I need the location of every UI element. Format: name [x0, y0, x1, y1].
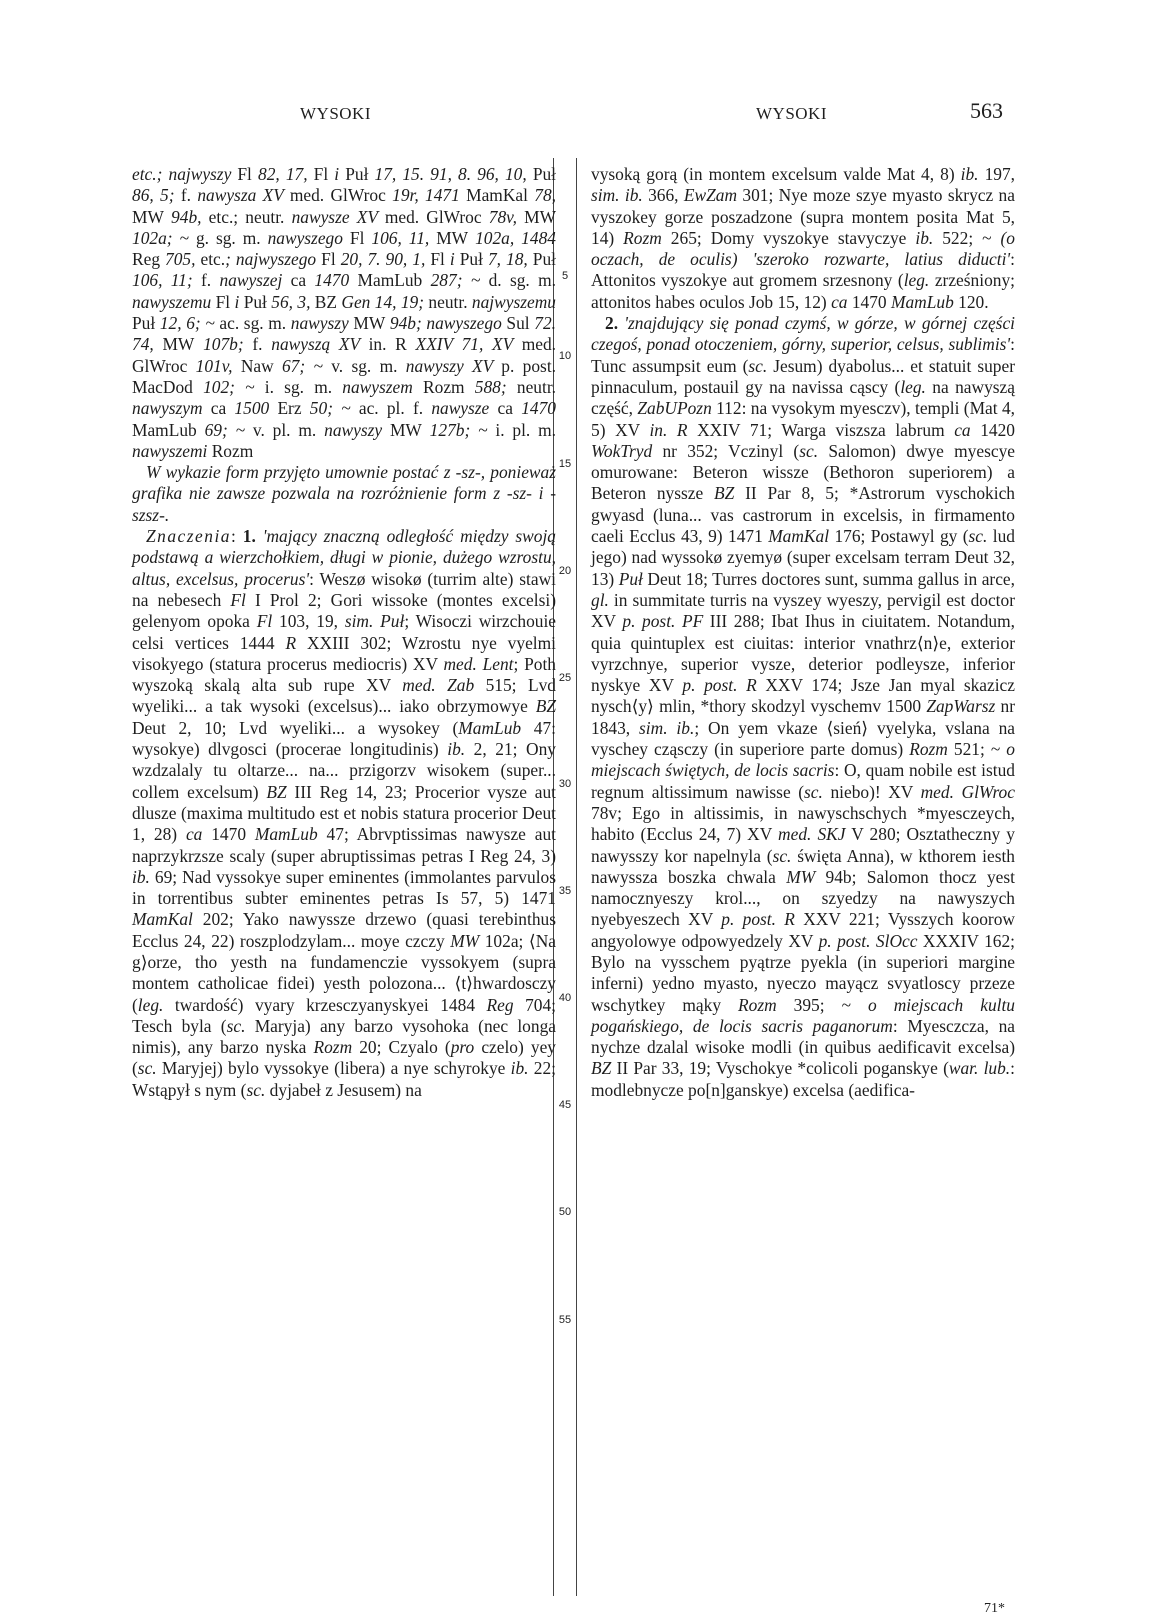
line-number: 30	[558, 778, 572, 790]
line-number: 40	[558, 992, 572, 1004]
line-number: 10	[558, 350, 572, 362]
editorial-note: W wykazie form przyjęto umownie postać z -sz-, ponieważ grafika nie zawsze pozwala na rozróżnienie form z -sz- i -szsz-.	[132, 462, 556, 525]
page-number: 563	[970, 98, 1003, 123]
column-rule-right	[576, 158, 577, 1596]
line-number: 45	[558, 1099, 572, 1111]
line-number: 20	[558, 565, 572, 577]
right-column	[591, 164, 1015, 1101]
line-number: 5	[561, 270, 569, 282]
line-number: 15	[558, 458, 572, 470]
line-number: 50	[558, 1206, 572, 1218]
citations-paragraph: vysoką gorą (in montem excelsum valde Mat 4, 8) ib. 197, sim. ib. 366, EwZam 301; Nye moze szye myasto skrycz na vyszokey gorze poszadzone (supra montem posita Mat 5, 14) Rozm 265; Domy vyszokye stavyczye ib. 522; ~ (o oczach, de oculis) 'szeroko rozwarte, latius diducti': Attonitos vyszokye aut gromem srzesnony (leg. zrześniony; attonitos habes oculos Job 15, 12) ca 1470 MamLub 120.	[591, 164, 1016, 312]
signature-mark: 71*	[984, 1601, 1005, 1616]
running-head-left: WYSOKI	[300, 104, 371, 123]
line-number: 55	[558, 1314, 572, 1326]
meaning-2-paragraph: 2. 'znajdujący się ponad czymś, w górze, w górnej części czegoś, ponad otoczeniem, górny, superior, celsus, sublimis': Tunc assumpsit eum (sc. Jesum) dyabolus... et statuit super pinnaculum, postauil gy na navissa cąscy (leg. na nawyszą część, ZabUPozn 112: na vysokym myesczv), templi (Mat 4, 5) XV in. R XXIV 71; Warga viszsza labrum ca 1420 WokTryd nr 352; Vczinyl (sc. Salomon) dwye myescye omurowane: Beteron wissze (Bethoron superiorem) a Beteron nyssze BZ II Par 8, 5; *Astrorum vyschokich gwyasd (luna... vas castrorum in excelsis, in firmamento caeli Ecclus 43, 9) 1471 MamKal 176; Postawyl gy (sc. lud jego) nad wyssokø zyemyø (super excelsam terram Deut 32, 13) Puł Deut 18; Turres doctores sunt, summa gallus in arce, gl. in summitate turris na vyszey wyeszy, pervigil est doctor XV p. post. PF III 288; Ibat Ihus in ciuitatem. Notandum, quia quintuplex est ciuitas: interior vnathrz⟨n⟩e, exterior vyrzchnye, superior vysze, deterior podleysze, inferior nyskye XV p. post. R XXV 174; Jsze Jan myal skazicz nysch⟨y⟩ mlin, *thory skodzyl vyschemv 1500 ZapWarsz nr 1843, sim. ib.; On yem vkaze ⟨sień⟩ vyelyka, vslana na vyschey cząsczy (in superiore parte domus) Rozm 521; ~ o miejscach świętych, de locis sacris: O, quam nobile est istud regnum altissimum nawisse (sc. niebo)! XV med. GlWroc 78v; Ego in altissimis, in nawyschschych *myesczeych, habito (Ecclus 24, 7) XV med. SKJ V 280; Osztatheczny y nawysszy kor napelnyla (sc. święta Anna), w kthorem iesth nawyssza boszka chwala MW 94b; Salomon thocz yest namocznyeszy krol..., on szyedzy na nawyszych nyebyeszech XV p. post. R XXV 221; Vysszych koorow angyolowye odpowyedzely XV p. post. SlOcc XXXIV 162; Bylo na vysschem pyątrze pyekla (in superiori margine inferni) yedno myasto, nyeczo mayącz svyatloscy przeze wschytkey mąky Rozm 395; ~ o miejscach kultu pogańskiego, de locis sacris paganorum: Myesczcza, na nychze dzalal wisoke modli (in quibus aedificavit excelsa) BZ II Par 33, 19; Vyschokye *colicoli poganskye (war. lub.: modlebnycze po[n]ganskye) excelsa (aedifica-	[591, 313, 1016, 1100]
line-number: 35	[558, 885, 572, 897]
left-column	[132, 164, 556, 1101]
form-list-paragraph: etc.; najwyszy Fl 82, 17, Fl i Puł 17, 15. 91, 8. 96, 10, Puł 86, 5; f. nawysza XV med. GlWroc 19r, 1471 MamKal 78, MW 94b, etc.; neutr. nawysze XV med. GlWroc 78v, MW 102a; ~ g. sg. m. nawyszego Fl 106, 11, MW 102a, 1484 Reg 705, etc.; najwyszego Fl 20, 7. 90, 1, Fl i Puł 7, 18, Puł 106, 11; f. nawyszej ca 1470 MamLub 287; ~ d. sg. m. nawyszemu Fl i Puł 56, 3, BZ Gen 14, 19; neutr. najwyszemu Puł 12, 6; ~ ac. sg. m. nawyszy MW 94b; nawyszego Sul 72. 74, MW 107b; f. nawyszą XV in. R XXIV 71, XV med. GlWroc 101v, Naw 67; ~ v. sg. m. nawyszy XV p. post. MacDod 102; ~ i. sg. m. nawyszem Rozm 588; neutr. nawyszym ca 1500 Erz 50; ~ ac. pl. f. nawysze ca 1470 MamLub 69; ~ v. pl. m. nawyszy MW 127b; ~ i. pl. m. nawyszemi Rozm	[132, 164, 557, 461]
running-head-right: WYSOKI	[756, 104, 827, 123]
line-number: 25	[558, 672, 572, 684]
meanings-paragraph: Znaczenia: 1. 'mający znaczną odległość między swoją podstawą a wierzchołkiem, długi w pionie, dużego wzrostu, altus, excelsus, procerus': Weszø wisokø (turrim alte) stawi na nebesech Fl I Prol 2; Gori wissoke (montes excelsi) gelenyom opoka Fl 103, 19, sim. Puł; Wisoczi wirzchouie celsi vertices 1444 R XXIII 302; Wzrostu nye vyelmi visokyego (statura procerus mediocris) XV med. Lent; Poth wyszoką skalą alta sub rupe XV med. Zab 515; Lvd wyeliki... a tak wysoki (excelsus)... iako obrzymowye BZ Deut 2, 10; Lvd wyeliki... a wysokey (MamLub 47: wysokye) dlvgosci (procerae longitudinis) ib. 2, 21; Ony wzdzalaly tu oltarze... na... przigorzv wisokem (super... collem excelsum) BZ III Reg 14, 23; Procerior vysze aut dlusze (maxima multitudo est et nobis statura procerior Deut 1, 28) ca 1470 MamLub 47; Abrvptissimas nawysze aut naprzykrzsze scaly (super abruptissimas petras I Reg 24, 3) ib. 69; Nad vyssokye super eminentes (immolantes parvulos in torrentibus subter eminentes petras Is 57, 5) 1471 MamKal 202; Yako nawyssze drzewo (quasi terebinthus Ecclus 24, 22) roszplodzylam... moye czczy MW 102a; ⟨Na g⟩orze, tho yesth na fundamenczie vyssokyem (supra montem catholicae fidei) yesth polozona... ⟨t⟩hwardosczy (leg. twardość) vyary krzesczyanyskyei 1484 Reg 704; Tesch byla (sc. Maryja) any barzo vysohoka (nec longa nimis), any barzo nyska Rozm 20; Czyalo (pro czelo) yey (sc. Maryjej) bylo vyssokye (libera) a nye schyrokye ib. 22; Wstąpył s nym (sc. dyjabeł z Jesusem) na	[132, 526, 557, 1100]
